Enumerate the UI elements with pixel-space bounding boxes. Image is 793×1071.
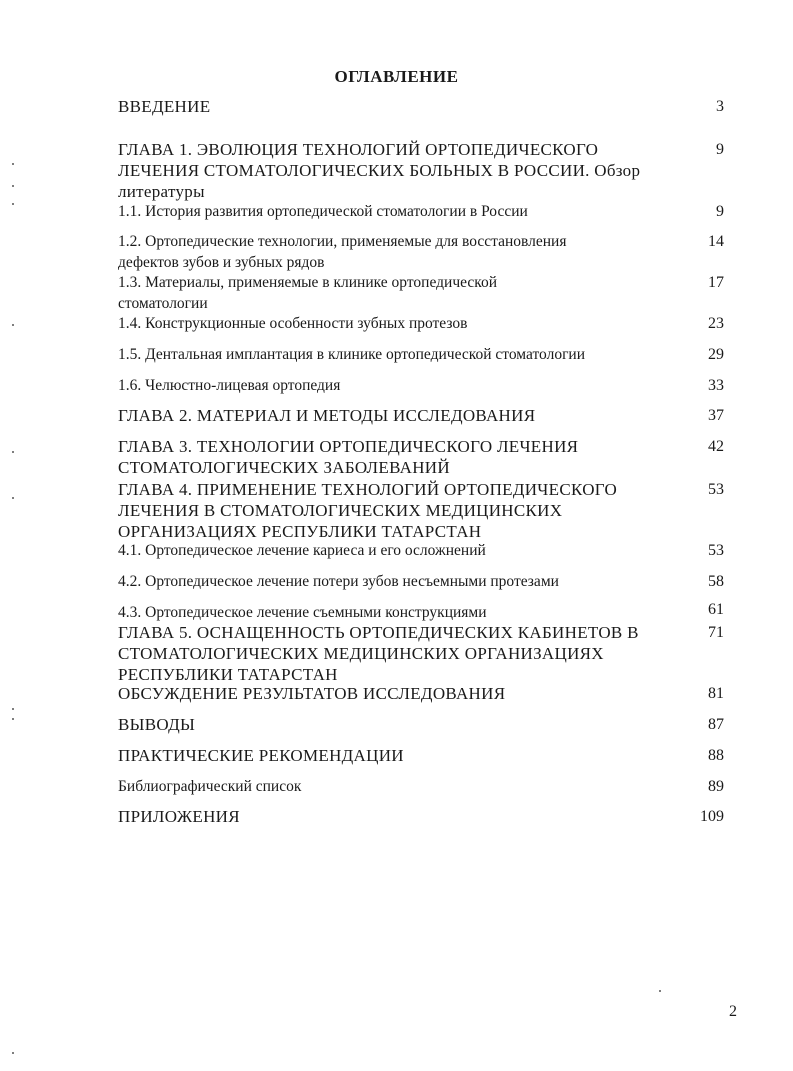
toc-entry [118, 602, 688, 623]
toc-entry-page: 9 [716, 203, 724, 220]
toc-entry-line: ГЛАВА 4. ПРИМЕНЕНИЕ ТЕХНОЛОГИЙ ОРТОПЕДИЧЕСКОГО [118, 480, 618, 499]
toc-entry-line: ЛЕЧЕНИЯ В СТОМАТОЛОГИЧЕСКИХ МЕДИЦИНСКИХ [118, 501, 563, 520]
toc-entry [118, 405, 688, 426]
toc-entry-page: 58 [708, 573, 724, 590]
toc-entry-page: 53 [708, 481, 724, 498]
toc-entry-line: ГЛАВА 2. МАТЕРИАЛ И МЕТОДЫ ИССЛЕДОВАНИЯ [118, 406, 536, 425]
toc-entry-line: ЛЕЧЕНИЯ СТОМАТОЛОГИЧЕСКИХ БОЛЬНЫХ В РОССИИ. Обзор [118, 161, 641, 180]
toc-entry-page: 33 [708, 377, 724, 394]
scan-speck [12, 451, 14, 453]
toc-entry-page: 88 [708, 747, 724, 764]
scan-speck [12, 163, 14, 165]
toc-entry-line: 1.3. Материалы, применяемые в клинике ортопедической [118, 274, 498, 291]
toc-entry-page: 23 [708, 315, 724, 332]
toc-entry [118, 806, 688, 827]
toc-entry-line: РЕСПУБЛИКИ ТАТАРСТАН [118, 665, 338, 684]
scan-speck [12, 497, 14, 499]
toc-entry-line: 1.4. Конструкционные особенности зубных протезов [118, 315, 468, 332]
toc-entry-line: 4.3. Ортопедическое лечение съемными конструкциями [118, 604, 487, 621]
toc-entry [118, 96, 688, 117]
toc-entry-page: 109 [700, 808, 724, 825]
toc-entry [118, 714, 688, 735]
toc-entry-line: ГЛАВА 5. ОСНАЩЕННОСТЬ ОРТОПЕДИЧЕСКИХ КАБИНЕТОВ В [118, 623, 639, 642]
toc-entry [118, 571, 688, 592]
toc-entry-line: стоматологии [118, 295, 208, 312]
toc-entry [118, 683, 688, 704]
toc-entry-line: ВЫВОДЫ [118, 715, 196, 734]
toc-entry-line: Библиографический список [118, 778, 302, 795]
toc-entry-line: 4.2. Ортопедическое лечение потери зубов несъемными протезами [118, 573, 559, 590]
toc-entry-line: ОБСУЖДЕНИЕ РЕЗУЛЬТАТОВ ИССЛЕДОВАНИЯ [118, 684, 506, 703]
toc-entry-line: ГЛАВА 1. ЭВОЛЮЦИЯ ТЕХНОЛОГИЙ ОРТОПЕДИЧЕСКОГО [118, 140, 599, 159]
toc-entry [118, 436, 688, 478]
toc-title: ОГЛАВЛЕНИЕ [334, 67, 459, 86]
toc-entry-page: 61 [708, 601, 724, 618]
toc-entry-line: ГЛАВА 3. ТЕХНОЛОГИИ ОРТОПЕДИЧЕСКОГО ЛЕЧЕНИЯ [118, 437, 579, 456]
toc-entry-page: 81 [708, 685, 724, 702]
toc-entry [118, 375, 688, 396]
toc-entry-line: ОРГАНИЗАЦИЯХ РЕСПУБЛИКИ ТАТАРСТАН [118, 522, 482, 541]
toc-entry [118, 540, 688, 561]
scan-speck [12, 203, 14, 205]
toc-entry [118, 479, 688, 542]
toc-entry-line: литературы [118, 182, 205, 201]
toc-entry-page: 9 [716, 141, 724, 158]
toc-entry-line: 1.5. Дентальная имплантация в клинике ортопедической стоматологии [118, 346, 586, 363]
toc-entry-page: 89 [708, 778, 724, 795]
toc-entry [118, 272, 688, 314]
toc-entry [118, 776, 688, 797]
toc-entry [118, 313, 688, 334]
toc-entry-line: 4.1. Ортопедическое лечение кариеса и его осложнений [118, 542, 486, 559]
scan-speck [12, 185, 14, 187]
toc-entry [118, 231, 688, 273]
toc-entry-line: СТОМАТОЛОГИЧЕСКИХ МЕДИЦИНСКИХ ОРГАНИЗАЦИЯХ [118, 644, 604, 663]
toc-entry-page: 87 [708, 716, 724, 733]
toc-entry-page: 71 [708, 624, 724, 641]
page-number: 2 [729, 1003, 737, 1020]
toc-entry-line: ПРИЛОЖЕНИЯ [118, 807, 240, 826]
toc-entry-page: 14 [708, 233, 724, 250]
toc-entry-line: 1.2. Ортопедические технологии, применяемые для восстановления [118, 233, 567, 250]
toc-entry [118, 201, 688, 222]
toc-entry-line: 1.6. Челюстно-лицевая ортопедия [118, 377, 341, 394]
toc-entry [118, 622, 688, 685]
toc-entry-line: дефектов зубов и зубных рядов [118, 254, 325, 271]
toc-entry [118, 344, 688, 365]
toc-entry-page: 17 [708, 274, 724, 291]
toc-entry-line: ВВЕДЕНИЕ [118, 97, 211, 116]
toc-entry [118, 139, 688, 202]
scan-speck [12, 324, 14, 326]
toc-entry-page: 37 [708, 407, 724, 424]
toc-entry-page: 53 [708, 542, 724, 559]
toc-entry-page: 42 [708, 438, 724, 455]
scan-speck [12, 718, 14, 720]
toc-entry-page: 29 [708, 346, 724, 363]
scan-speck [659, 990, 661, 992]
toc-entry-line: СТОМАТОЛОГИЧЕСКИХ ЗАБОЛЕВАНИЙ [118, 458, 450, 477]
toc-entry [118, 745, 688, 766]
toc-entry-page: 3 [716, 98, 724, 115]
toc-entry-line: 1.1. История развития ортопедической стоматологии в России [118, 203, 528, 220]
toc-entry-line: ПРАКТИЧЕСКИЕ РЕКОМЕНДАЦИИ [118, 746, 404, 765]
scan-speck [12, 708, 14, 710]
scan-speck [12, 1052, 14, 1054]
